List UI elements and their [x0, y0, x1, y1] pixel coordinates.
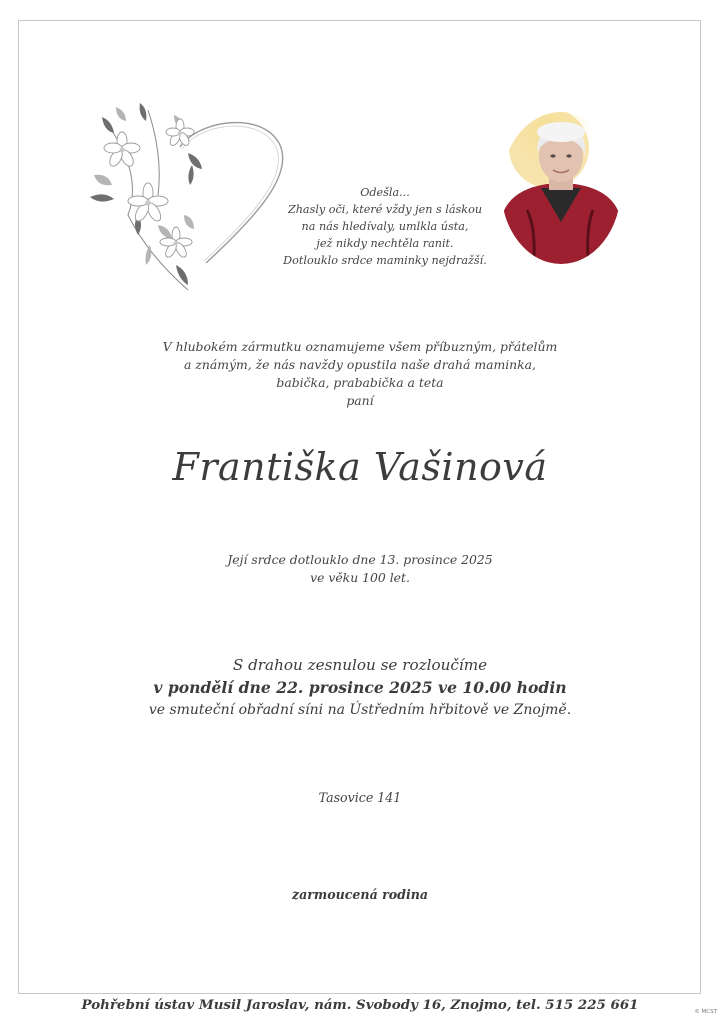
farewell-datetime: v pondělí dne 22. prosince 2025 ve 10.00 hodin	[153, 678, 567, 697]
family-signature: zarmoucená rodina	[291, 887, 429, 902]
farewell-location: ve smuteční obřadní síni na Ústředním hřbitově ve Znojmě.	[148, 702, 572, 718]
poem-line: Dotlouklo srdce maminky nejdražší.	[283, 254, 487, 267]
deceased-name: Františka Vašinová	[172, 445, 548, 489]
announcement-text	[120, 338, 600, 410]
poem-line: na nás hledívaly, umlkla ústa,	[301, 220, 469, 233]
death-date-line: Její srdce dotlouklo dne 13. prosince 2025	[227, 552, 493, 567]
poem-line: Zhasly oči, které vždy jen s láskou	[287, 203, 483, 216]
portrait-photo	[497, 110, 625, 270]
announcement-line: paní	[346, 393, 374, 408]
announcement-line: V hlubokém zármutku oznamujeme všem příbuzným, přátelům	[162, 339, 558, 354]
announcement-line: a známým, že nás navždy opustila naše drahá maminka,	[184, 357, 536, 372]
copyright-mark: © MCST	[694, 1009, 717, 1015]
farewell-intro: S drahou zesnulou se rozloučíme	[232, 656, 488, 674]
poem-line: Odešla...	[360, 186, 410, 199]
announcement-line: babička, prababička a teta	[276, 375, 444, 390]
poem	[250, 184, 520, 269]
death-notice	[160, 551, 560, 587]
family-address: Tasovice 141	[318, 790, 402, 805]
farewell-info	[60, 654, 660, 721]
age-line: ve věku 100 let.	[310, 570, 410, 585]
poem-line: jež nikdy nechtěla ranit.	[316, 237, 454, 250]
funeral-home-footer: Pohřební ústav Musil Jaroslav, nám. Svobody 16, Znojmo, tel. 515 225 661	[81, 997, 639, 1013]
